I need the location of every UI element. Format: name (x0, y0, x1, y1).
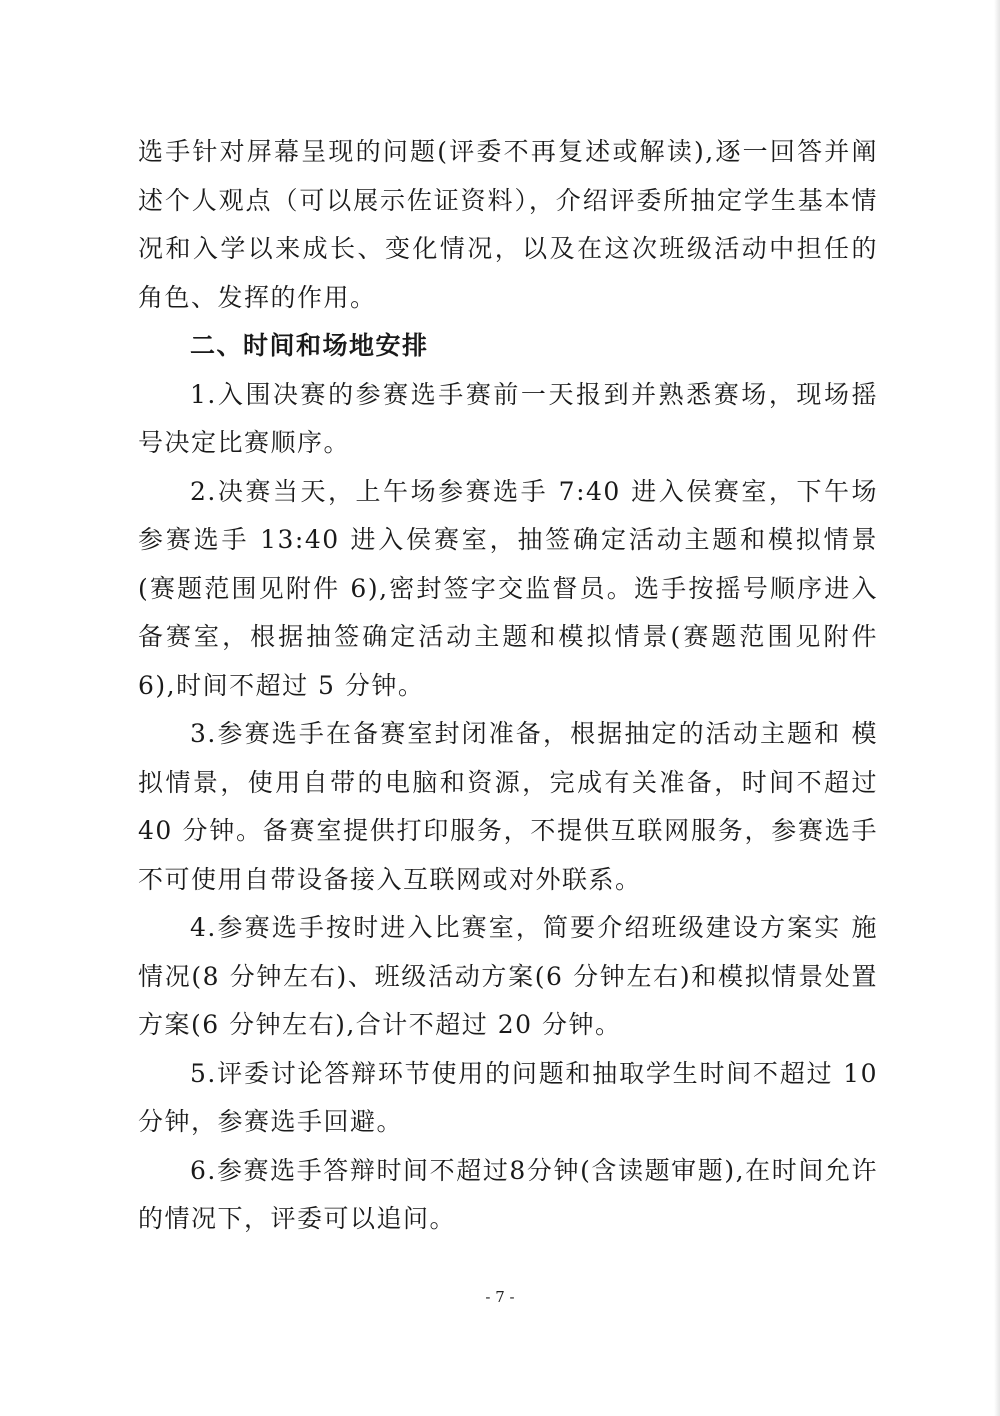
paragraph-continuation: 选手针对屏幕呈现的问题(评委不再复述或解读),逐一回答并阐述个人观点（可以展示佐证资料），介绍评委所抽定学生基本情况和入学以来成长、变化情况，以及在这次班级活动中担任的角色、发挥的作用。 (138, 137, 878, 312)
paragraph-item-2: 2.决赛当天，上午场参赛选手 7:40 进入侯赛室，下午场参赛选手 13:40 进入侯赛室，抽签确定活动主题和模拟情景(赛题范围见附件 6),密封签字交监督员。选手按摇号顺序进入备赛室，根据抽签确定活动主题和模拟情景(赛题范围见附件 6),时间不超过 5 分钟。 (138, 476, 878, 700)
paragraph-item-5: 5.评委讨论答辩环节使用的问题和抽取学生时间不超过 10 分钟，参赛选手回避。 (138, 1058, 878, 1136)
page-edge-shadow (994, 0, 1000, 1416)
paragraph-item-1: 1.入围决赛的参赛选手赛前一天报到并熟悉赛场，现场摇号决定比赛顺序。 (138, 379, 878, 457)
paragraph-item-4: 4.参赛选手按时进入比赛室，简要介绍班级建设方案实 施情况(8 分钟左右)、班级活动方案(6 分钟左右)和模拟情景处置方案(6 分钟左右),合计不超过 20 分钟。 (138, 913, 878, 1039)
page-number: - 7 - (485, 1288, 515, 1306)
section-heading: 二、时间和场地安排 (190, 331, 429, 360)
paragraph-item-3: 3.参赛选手在备赛室封闭准备，根据抽定的活动主题和 模拟情景，使用自带的电脑和资源，完成有关准备，时间不超过 40 分钟。备赛室提供打印服务，不提供互联网服务，参赛选手不可使用自带设备接入互联网或对外联系。 (138, 719, 878, 894)
document-body (138, 128, 878, 1244)
paragraph-item-6: 6.参赛选手答辩时间不超过8分钟(含读题审题),在时间允许的情况下，评委可以追问。 (138, 1155, 878, 1233)
